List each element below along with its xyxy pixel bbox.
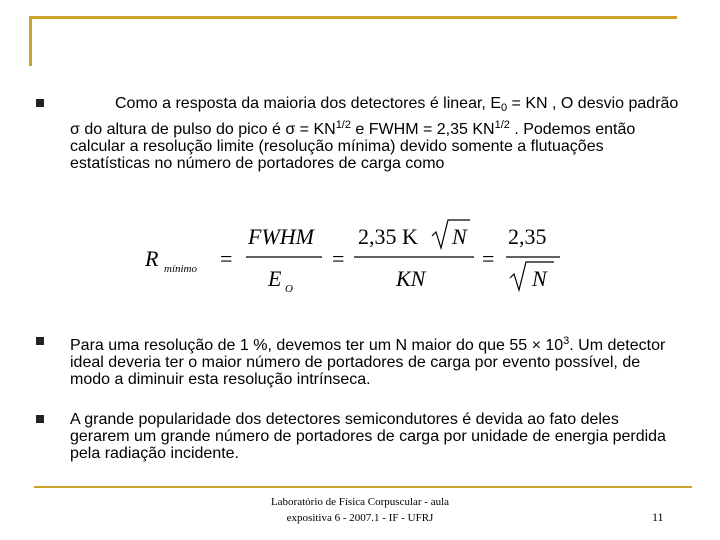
paragraph-1-text-a: Como a resposta da maioria dos detectores é linear, E [115, 95, 501, 112]
formula-frac1-den: E [268, 266, 282, 291]
formula-frac1-den-sub: O [285, 283, 293, 295]
resolution-formula [140, 210, 570, 300]
formula-frac3-num: 2,35 [508, 224, 547, 249]
footer-rule [34, 486, 692, 488]
superscript-half-2: 1/2 [494, 119, 510, 131]
paragraph-1-text-d: . Podemos então calcular a resolução limite (resolução mínima) devido somente a flutuações estatísticas no número de portadores de carga como [70, 121, 636, 172]
formula-eq-3: = [482, 246, 495, 271]
bullet-square-icon [36, 99, 44, 107]
formula-frac2-num-a: 2,35 K [358, 224, 418, 249]
footer-line-1: Laboratório de Física Corpuscular - aula [270, 496, 450, 508]
paragraph-3 [70, 411, 680, 462]
subscript-zero: 0 [500, 102, 508, 114]
paragraph-1 [70, 95, 680, 172]
formula-frac3-den: N [532, 266, 547, 291]
paragraph-1-text-b: = KN , O desvio padrão σ do altura de pulso do pico é σ = KN [70, 95, 679, 138]
footer-caption [230, 494, 490, 526]
bullet-square-icon [36, 337, 44, 345]
paragraph-2 [70, 333, 680, 388]
superscript-three: 3 [563, 335, 570, 347]
page-number: 11 [652, 510, 664, 524]
paragraph-2-text-b: . Um detector ideal deveria ter o maior número de portadores de carga por evento possível, de modo a diminuir esta resolução intrínseca. [70, 337, 666, 388]
paragraph-2-text-a: Para uma resolução de 1 %, devemos ter um N maior do que 55 × 10 [70, 337, 564, 354]
superscript-half-1: 1/2 [335, 119, 351, 131]
frame-top-rule [29, 16, 677, 19]
frame-left-rule [29, 16, 32, 66]
footer-line-2: expositiva 6 - 2007.1 - IF - UFRJ [286, 512, 434, 524]
paragraph-3-text: A grande popularidade dos detectores semicondutores é devida ao fato deles gerarem um grande número de portadores de carga por unidade de energia perdida pela radiação incidente. [70, 411, 666, 462]
formula-lhs-sub: mínimo [164, 263, 197, 275]
formula-frac2-den: KN [396, 266, 426, 291]
formula-frac2-num-b: N [452, 224, 467, 249]
formula-eq-2: = [332, 246, 345, 271]
formula-eq-1: = [220, 246, 233, 271]
formula-frac1-num: FWHM [248, 224, 314, 249]
formula-lhs: R [145, 246, 159, 271]
bullet-square-icon [36, 415, 44, 423]
paragraph-1-text-c: e FWHM = 2,35 KN [350, 121, 495, 138]
